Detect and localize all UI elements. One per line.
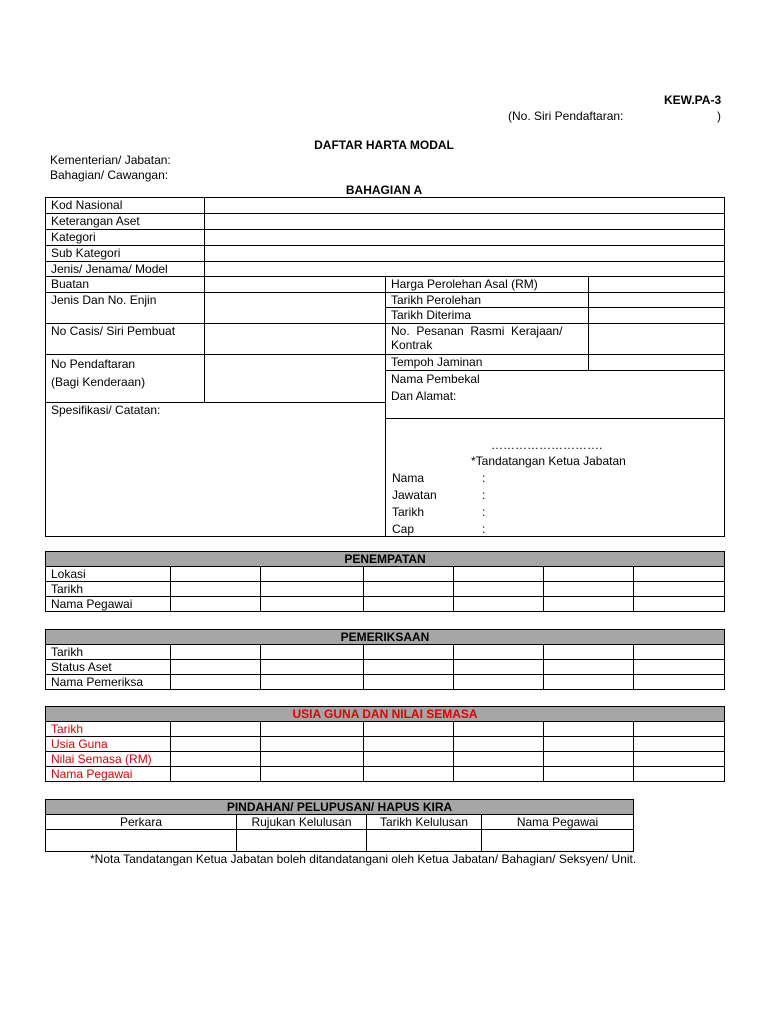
placement-table [45,551,725,612]
useful-life-cell[interactable] [544,752,634,767]
form-code: KEW.PA-3 [664,93,722,107]
label-national-code: Kod Nasional [46,198,205,214]
value-category[interactable] [205,230,725,246]
label-sub-category: Sub Kategori [46,246,205,262]
footnote: *Nota Tandatangan Ketua Jabatan boleh ditandatangani oleh Ketua Jabatan/ Bahagian/ Seksyen/ Unit. [90,852,637,866]
inspection-cell[interactable] [634,675,725,690]
inspection-cell[interactable] [634,660,725,675]
sig-position-label: Jawatan [392,488,437,502]
value-registration[interactable] [205,355,386,403]
useful-life-header: USIA GUNA DAN NILAI SEMASA [46,707,725,722]
inspection-row-label: Tarikh [46,645,171,660]
value-specification[interactable] [46,403,386,537]
inspection-cell[interactable] [454,645,544,660]
useful-life-cell[interactable] [634,752,725,767]
inspection-cell[interactable] [171,675,261,690]
useful-life-cell[interactable] [454,767,544,782]
disposal-col-header: Tarikh Kelulusan [367,815,482,830]
label-make: Buatan [46,277,205,293]
sig-date-label: Tarikh [392,505,425,519]
label-warranty: Tempoh Jaminan [386,355,589,371]
value-chassis[interactable] [205,324,386,355]
inspection-table [45,629,725,690]
placement-cell[interactable] [261,597,364,612]
useful-life-cell[interactable] [364,737,454,752]
sig-name-label: Nama [392,471,425,485]
ministry-label: Kementerian/ Jabatan: [50,153,171,167]
disposal-cell[interactable] [237,830,367,852]
label-supplier-line1: Nama Pembekal [391,372,480,386]
disposal-col-header: Perkara [46,815,237,830]
inspection-cell[interactable] [261,645,364,660]
label-asset-desc: Keterangan Aset [46,214,205,230]
sig-stamp-label: Cap [392,522,415,536]
placement-cell[interactable] [364,567,454,582]
section-a-table [45,197,725,537]
label-type-brand-model: Jenis/ Jenama/ Model [46,262,205,277]
placement-cell[interactable] [544,567,634,582]
inspection-cell[interactable] [171,660,261,675]
label-order-no-line2: Kontrak [391,338,433,352]
useful-life-cell[interactable] [544,737,634,752]
value-warranty[interactable] [589,355,725,371]
inspection-cell[interactable] [261,675,364,690]
useful-life-cell[interactable] [634,767,725,782]
serial-label: (No. Siri Pendaftaran: [508,109,624,123]
label-order-no [386,324,589,355]
placement-cell[interactable] [171,597,261,612]
section-a-title: BAHAGIAN A [345,183,423,197]
useful-life-cell[interactable] [171,767,261,782]
useful-life-cell[interactable] [364,722,454,737]
label-registration-line1: No Pendaftaran [51,357,136,371]
label-acquisition-date: Tarikh Perolehan [386,293,589,308]
placement-cell[interactable] [364,582,454,597]
useful-life-cell[interactable] [171,752,261,767]
disposal-cell[interactable] [367,830,482,852]
inspection-cell[interactable] [544,645,634,660]
value-type-brand-model[interactable] [205,262,725,277]
signature-label: *Tandatangan Ketua Jabatan [471,454,626,468]
useful-life-cell[interactable] [544,722,634,737]
disposal-cell[interactable] [482,830,634,852]
disposal-col-header: Nama Pegawai [482,815,634,830]
useful-life-cell[interactable] [634,737,725,752]
useful-life-cell[interactable] [364,752,454,767]
inspection-header: PEMERIKSAAN [46,630,725,645]
label-supplier-line2: Dan Alamat: [391,389,457,403]
useful-life-cell[interactable] [544,767,634,782]
label-registration [46,355,205,403]
label-specification: Spesifikasi/ Catatan: [51,403,161,417]
inspection-row-label: Status Aset [46,660,171,675]
inspection-cell[interactable] [364,675,454,690]
inspection-cell[interactable] [544,660,634,675]
useful-life-cell[interactable] [454,752,544,767]
value-national-code[interactable] [205,198,725,214]
disposal-cell[interactable] [46,830,237,852]
useful-life-cell[interactable] [634,722,725,737]
placement-cell[interactable] [634,582,725,597]
useful-life-row-label: Tarikh [46,722,171,737]
placement-cell[interactable] [454,567,544,582]
placement-cell[interactable] [171,567,261,582]
placement-row-label: Lokasi [46,567,171,582]
inspection-cell[interactable] [454,660,544,675]
signature-block[interactable] [386,419,725,537]
value-acquisition-date[interactable] [589,293,725,308]
useful-life-row-label: Nama Pegawai [46,767,171,782]
inspection-cell[interactable] [261,660,364,675]
placement-cell[interactable] [454,582,544,597]
label-order-no-line1: No. Pesanan Rasmi Kerajaan/ [391,324,563,338]
placement-row-label: Tarikh [46,582,171,597]
page-title: DAFTAR HARTA MODAL [314,138,454,152]
serial-close: ) [717,109,721,123]
placement-cell[interactable] [171,582,261,597]
useful-life-row-label: Usia Guna [46,737,171,752]
sig-position-colon: : [482,488,486,502]
label-engine: Jenis Dan No. Enjin [46,293,205,324]
value-sub-category[interactable] [205,246,725,262]
placement-cell[interactable] [544,597,634,612]
signature-dots: ………………………. [491,438,603,452]
sig-name-colon: : [482,471,486,485]
label-category: Kategori [46,230,205,246]
value-engine[interactable] [205,293,386,324]
placement-cell[interactable] [261,567,364,582]
value-asset-desc[interactable] [205,214,725,230]
value-original-price[interactable] [589,277,725,293]
inspection-cell[interactable] [364,660,454,675]
useful-life-cell[interactable] [261,737,364,752]
useful-life-cell[interactable] [171,737,261,752]
useful-life-table [45,706,725,782]
sig-stamp-colon: : [482,522,486,536]
placement-cell[interactable] [544,582,634,597]
useful-life-cell[interactable] [171,722,261,737]
inspection-cell[interactable] [634,645,725,660]
useful-life-cell[interactable] [454,737,544,752]
placement-cell[interactable] [364,597,454,612]
label-original-price: Harga Perolehan Asal (RM) [386,277,589,293]
placement-row-label: Nama Pegawai [46,597,171,612]
useful-life-cell[interactable] [454,722,544,737]
value-received-date[interactable] [589,308,725,324]
useful-life-cell[interactable] [261,722,364,737]
label-registration-line2: (Bagi Kenderaan) [51,375,146,389]
value-make[interactable] [205,277,386,293]
sig-date-colon: : [482,505,486,519]
disposal-header: PINDAHAN/ PELUPUSAN/ HAPUS KIRA [46,800,634,815]
label-chassis: No Casis/ Siri Pembuat [46,324,205,355]
inspection-cell[interactable] [171,645,261,660]
inspection-row-label: Nama Pemeriksa [46,675,171,690]
placement-cell[interactable] [634,597,725,612]
disposal-table [45,799,634,852]
division-label: Bahagian/ Cawangan: [50,168,169,182]
inspection-cell[interactable] [454,675,544,690]
placement-cell[interactable] [634,567,725,582]
useful-life-cell[interactable] [364,767,454,782]
useful-life-cell[interactable] [261,752,364,767]
inspection-cell[interactable] [544,675,634,690]
value-supplier[interactable] [386,371,725,419]
value-order-no[interactable] [589,324,725,355]
useful-life-row-label: Nilai Semasa (RM) [46,752,171,767]
placement-header: PENEMPATAN [46,552,725,567]
placement-cell[interactable] [454,597,544,612]
disposal-col-header: Rujukan Kelulusan [237,815,367,830]
label-received-date: Tarikh Diterima [386,308,589,324]
inspection-cell[interactable] [364,645,454,660]
useful-life-cell[interactable] [261,767,364,782]
placement-cell[interactable] [261,582,364,597]
